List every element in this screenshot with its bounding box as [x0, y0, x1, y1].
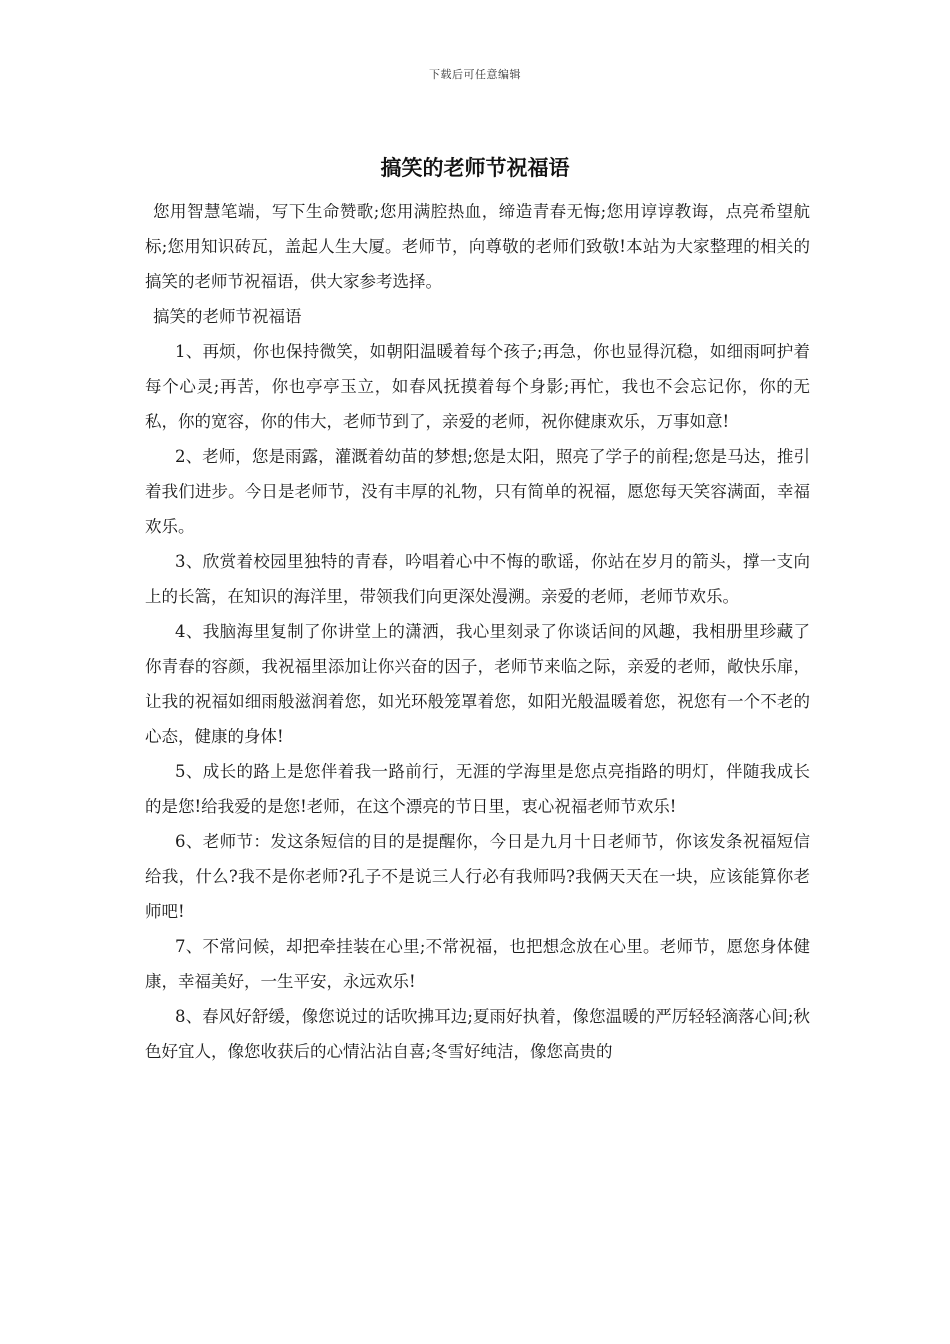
page-header-note: 下载后可任意编辑 — [429, 68, 521, 81]
greeting-item-6: 6、老师节：发这条短信的目的是提醒你，今日是九月十日老师节，你该发条祝福短信给我，什么?我不是你老师?孔子不是说三人行必有我师吗?我俩天天在一块，应该能算你老师吧! — [145, 832, 810, 921]
greeting-item-1: 1、再烦，你也保持微笑，如朝阳温暖着每个孩子;再急，你也显得沉稳，如细雨呵护着每个心灵;再苦，你也亭亭玉立，如春风抚摸着每个身影;再忙，我也不会忘记你，你的无私，你的宽容，你的伟大，老师节到了，亲爱的老师，祝你健康欢乐，万事如意! — [145, 342, 810, 431]
document-title: 搞笑的老师节祝福语 — [380, 155, 570, 180]
intro-paragraph: 您用智慧笔端，写下生命赞歌;您用满腔热血，缔造青春无悔;您用谆谆教诲，点亮希望航标;您用知识砖瓦，盖起人生大厦。老师节，向尊敬的老师们致敬!本站为大家整理的相关的搞笑的老师节祝福语，供大家参考选择。 — [145, 202, 810, 291]
document-body — [145, 194, 810, 1069]
section-subheading: 搞笑的老师节祝福语 — [153, 307, 302, 326]
greeting-item-5: 5、成长的路上是您伴着我一路前行，无涯的学海里是您点亮指路的明灯，伴随我成长的是您!给我爱的是您!老师，在这个漂亮的节日里，衷心祝福老师节欢乐! — [145, 762, 810, 816]
greeting-item-3: 3、欣赏着校园里独特的青春，吟唱着心中不悔的歌谣，你站在岁月的箭头，撑一支向上的长篙，在知识的海洋里，带领我们向更深处漫溯。亲爱的老师，老师节欢乐。 — [145, 552, 810, 606]
greeting-item-2: 2、老师，您是雨露，灌溉着幼苗的梦想;您是太阳，照亮了学子的前程;您是马达，推引着我们进步。今日是老师节，没有丰厚的礼物，只有简单的祝福，愿您每天笑容满面，幸福欢乐。 — [145, 447, 810, 536]
greeting-item-4: 4、我脑海里复制了你讲堂上的潇洒，我心里刻录了你谈话间的风趣，我相册里珍藏了你青春的容颜，我祝福里添加让你兴奋的因子，老师节来临之际，亲爱的老师，敞快乐扉，让我的祝福如细雨般滋润着您，如光环般笼罩着您，如阳光般温暖着您，祝您有一个不老的心态，健康的身体! — [145, 622, 810, 746]
greeting-item-7: 7、不常问候，却把牵挂装在心里;不常祝福，也把想念放在心里。老师节，愿您身体健康，幸福美好，一生平安，永远欢乐! — [145, 937, 810, 991]
greeting-item-8: 8、春风好舒缓，像您说过的话吹拂耳边;夏雨好执着，像您温暖的严厉轻轻滴落心间;秋色好宜人，像您收获后的心情沾沾自喜;冬雪好纯洁，像您高贵的 — [145, 1007, 810, 1061]
